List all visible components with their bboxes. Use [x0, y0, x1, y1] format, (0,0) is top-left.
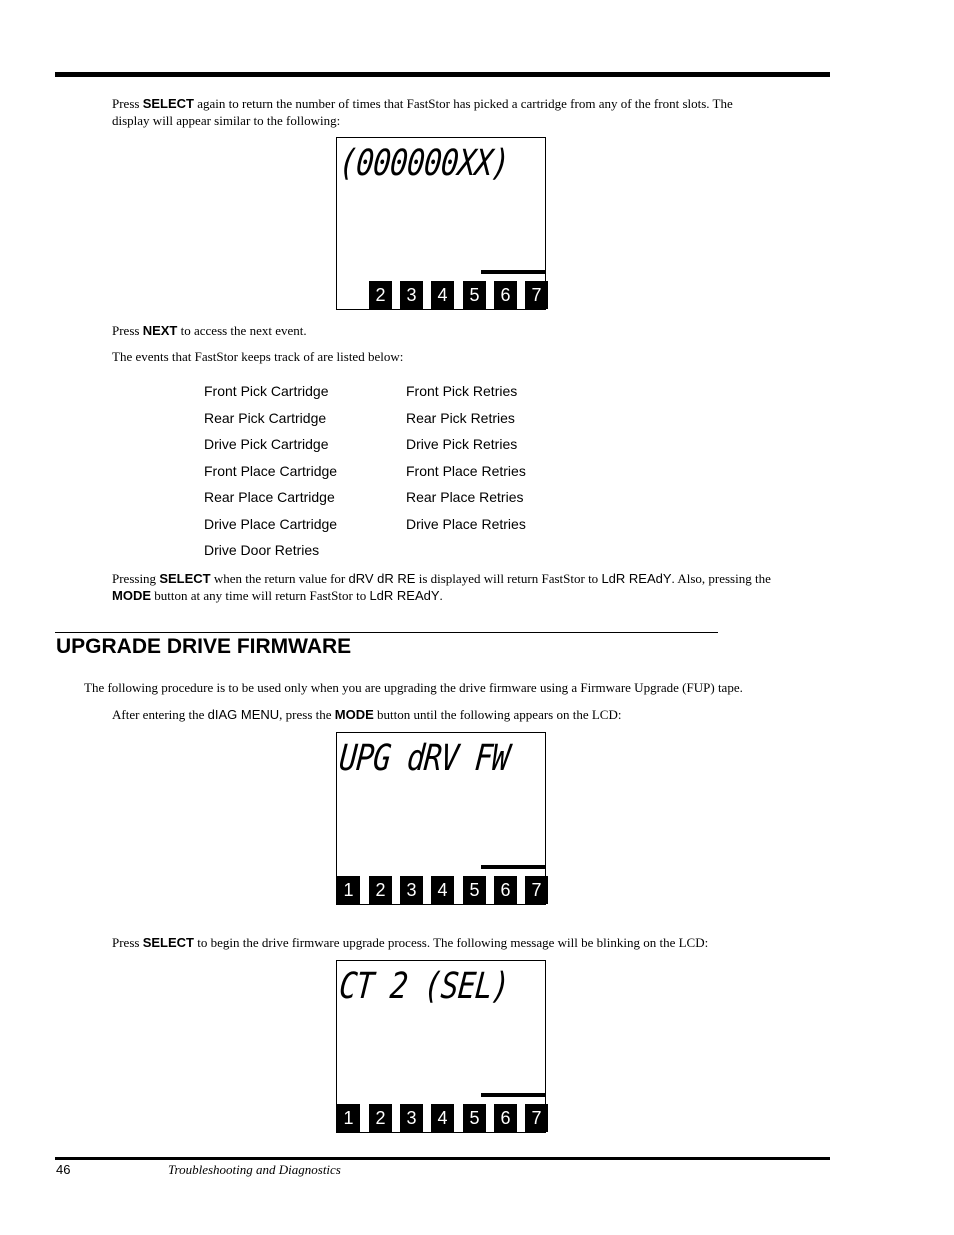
lcd-digit: 3: [400, 1104, 423, 1132]
event-item: Rear Pick Retries: [406, 410, 515, 426]
lcd-digit: 2: [369, 1104, 392, 1132]
bottom-rule: [55, 1157, 830, 1160]
lcd-bar: [481, 865, 545, 869]
lcd-digit: 6: [494, 281, 517, 309]
lcd-digit: 1: [337, 1104, 360, 1132]
paragraph-diag-menu: After entering the dIAG MENU, press the MODE button until the following appears on the LCD:: [112, 707, 622, 722]
event-item: Front Place Retries: [406, 463, 526, 479]
event-item: Drive Pick Cartridge: [204, 436, 329, 452]
paragraph-pressing-select: Pressing SELECT when the return value for dRV dR RE is displayed will return FastStor to LdR REAdY. Also, pressing the MODE button at any time will return FastStor to LdR REAdY.: [112, 571, 771, 603]
event-item: Drive Place Cartridge: [204, 516, 338, 532]
event-item: Rear Pick Cartridge: [204, 410, 327, 426]
lcd-digit: 7: [525, 1104, 548, 1132]
event-item: Front Pick Retries: [406, 383, 518, 399]
lcd-digit: 7: [525, 876, 548, 904]
event-item: Drive Pick Retries: [406, 436, 518, 452]
lcd-digit: 3: [400, 281, 423, 309]
event-item: Rear Place Retries: [406, 489, 524, 505]
event-item: Front Place Cartridge: [204, 463, 338, 479]
paragraph-procedure: The following procedure is to be used only when you are upgrading the drive firmware using a Firmware Upgrade (FUP) tape.: [84, 680, 743, 695]
lcd-text: UPG dRV FW: [337, 738, 511, 779]
lcd-display-1: [336, 137, 546, 310]
page-number: 46: [56, 1162, 71, 1177]
heading-rule: [55, 632, 718, 633]
paragraph-select-front: Press SELECT again to return the number of times that FastStor has picked a cartridge from any of the front slots. The display will appear similar to the following:: [112, 96, 733, 128]
lcd-digit: 2: [369, 876, 392, 904]
top-rule: [55, 72, 830, 77]
lcd-bar: [481, 270, 545, 274]
lcd-digit: 1: [337, 876, 360, 904]
lcd-digit: 7: [525, 281, 548, 309]
lcd-digit: 6: [494, 1104, 517, 1132]
lcd-text: (000000XX): [337, 143, 511, 184]
event-item: Rear Place Cartridge: [204, 489, 335, 505]
lcd-display-2: [336, 732, 546, 905]
lcd-digit: 2: [369, 281, 392, 309]
footer-title: Troubleshooting and Diagnostics: [168, 1162, 341, 1177]
section-heading: UPGRADE DRIVE FIRMWARE: [56, 635, 352, 658]
lcd-digit: 4: [431, 876, 454, 904]
event-item: Drive Place Retries: [406, 516, 526, 532]
lcd-digit: 4: [431, 281, 454, 309]
paragraph-begin-upgrade: Press SELECT to begin the drive firmware upgrade process. The following message will be blinking on the LCD:: [112, 935, 709, 950]
lcd-digit: 6: [494, 876, 517, 904]
paragraph-next: Press NEXT to access the next event.: [112, 323, 307, 338]
lcd-bar: [481, 1093, 545, 1097]
event-item: Front Pick Cartridge: [204, 383, 329, 399]
lcd-digit: 5: [463, 1104, 486, 1132]
lcd-display-3: [336, 960, 546, 1133]
lcd-digit: 3: [400, 876, 423, 904]
paragraph-events-intro: The events that FastStor keeps track of are listed below:: [112, 349, 404, 364]
lcd-digit: 4: [431, 1104, 454, 1132]
lcd-digit: 5: [463, 876, 486, 904]
lcd-text: CT 2 (SEL): [337, 966, 511, 1007]
event-item: Drive Door Retries: [204, 542, 320, 558]
lcd-digit: 5: [463, 281, 486, 309]
